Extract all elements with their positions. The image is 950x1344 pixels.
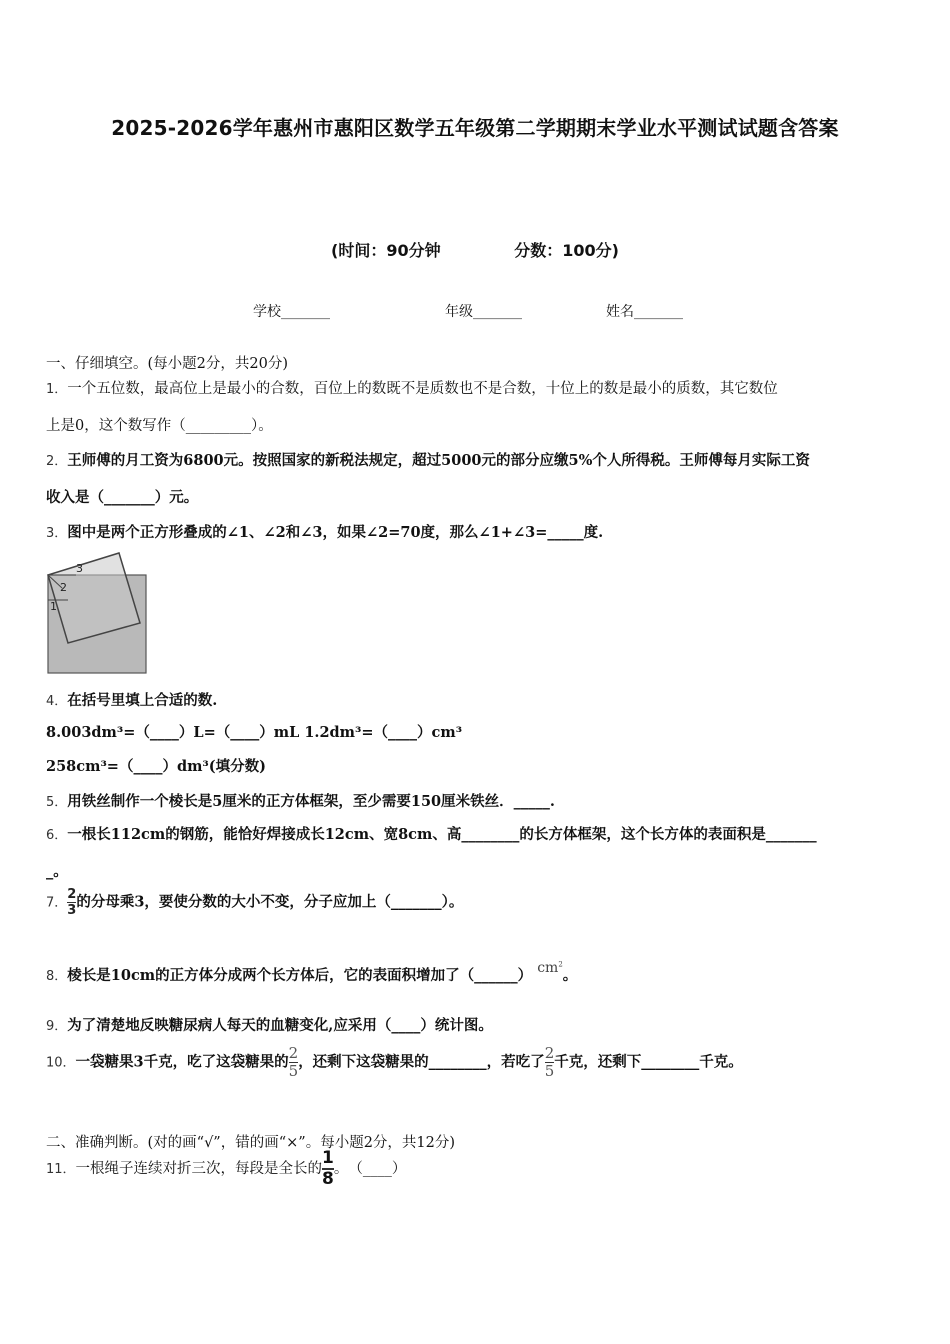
q1-number: 1． [46, 382, 68, 397]
q10-part3: 千克，还剩下________千克。 [554, 1053, 743, 1071]
q4-line1 [46, 689, 217, 710]
section1-heading: 一、仔细填空。(每小题2分，共20分) [46, 356, 288, 372]
q3-number: 3． [46, 526, 68, 541]
q4-line3: 258cm³=（____）dm³(填分数) [46, 758, 266, 775]
q7-number: 7． [46, 895, 68, 911]
q6-number: 6． [46, 828, 68, 843]
q6-text: 一根长112cm的钢筋，能恰好焊接成长12cm、宽8cm、高________的长方体框架，这个长方体的表面积是_______ [67, 826, 817, 843]
q10-part2: ，还剩下这袋糖果的________，若吃了 [298, 1053, 545, 1071]
grade-field: 年级_______ [445, 304, 522, 320]
q11-fraction: $\frac{1}{8}$ [322, 1148, 334, 1189]
q2-number: 2． [46, 454, 68, 469]
angle-label-2: 2 [60, 581, 67, 594]
q5-line [46, 790, 555, 811]
q7-text: 的分母乘3，要使分数的大小不变，分子应加上（_______）。 [76, 893, 464, 911]
school-field: 学校_______ [253, 304, 330, 320]
q5-text: 用铁丝制作一个棱长是5厘米的正方体框架，至少需要150厘米铁丝．_____. [67, 793, 555, 810]
q10-fraction-1: $\frac{2}{5}$ [288, 1044, 299, 1080]
q1-line1 [46, 377, 778, 398]
angle-label-1: 1 [50, 600, 57, 613]
q7-fraction: $\frac{2}{3}$ [67, 887, 77, 918]
exam-title: 2025-2026学年惠州市惠阳区数学五年级第二学期期末学业水平测试试题含答案 [111, 116, 839, 140]
overlapping-squares-figure [46, 550, 150, 676]
q10-fraction-2: $\frac{2}{5}$ [544, 1044, 555, 1080]
q4-line2: 8.003dm³=（____）L=（____）mL 1.2dm³=（____）cm³ [46, 724, 463, 741]
q8-number: 8． [46, 969, 68, 984]
q8-end: 。 [562, 967, 578, 984]
q6-line2: _。 [46, 863, 68, 880]
angle-label-3: 3 [76, 562, 83, 575]
q3-line [46, 521, 603, 542]
q11-end: 。 （____） [333, 1161, 407, 1177]
q2-text: 王师傅的月工资为6800元。按照国家的新税法规定，超过5000元的部分应缴5%个人所得税。王师傅每月实际工资 [67, 452, 810, 469]
q11-text: 一根绳子连续对折三次，每段是全长的 [75, 1161, 323, 1177]
q6-line1 [46, 823, 817, 844]
q2-line1 [46, 449, 810, 470]
q3-text: 图中是两个正方形叠成的∠1、∠2和∠3，如果∠2=70度，那么∠1+∠3=_____度. [67, 524, 604, 541]
q8-text: 棱长是10cm的正方体分成两个长方体后，它的表面积增加了（______） [67, 967, 533, 984]
q10-number: 10． [46, 1055, 76, 1071]
q2-line2: 收入是（_______）元。 [46, 489, 199, 506]
exam-score: 分数：100分) [514, 241, 619, 260]
q4-number: 4． [46, 694, 68, 709]
name-field: 姓名_______ [606, 304, 683, 320]
q10-part1: 一袋糖果3千克，吃了这袋糖果的 [75, 1053, 289, 1071]
q9-number: 9． [46, 1019, 68, 1034]
q8-line [46, 960, 577, 985]
q9-text: 为了清楚地反映糖尿病人每天的血糖变化,应采用（____）统计图。 [67, 1017, 493, 1034]
section2-heading: 二、准确判断。(对的画“√”，错的画“×”。每小题2分，共12分) [46, 1135, 456, 1151]
q4-text: 在括号里填上合适的数. [67, 692, 218, 709]
q1-line2: 上是0，这个数写作（_________）。 [46, 418, 273, 434]
q10-line [46, 1046, 743, 1079]
q8-unit: $cm^2$ [537, 960, 563, 976]
q9-line [46, 1014, 493, 1035]
q7-line [46, 888, 463, 917]
exam-time: (时间：90分钟 [331, 241, 441, 260]
q1-text: 一个五位数，最高位上是最小的合数，百位上的数既不是质数也不是合数，十位上的数是最小的质数，其它数位 [67, 381, 778, 397]
q11-number: 11． [46, 1162, 76, 1177]
exam-info [0, 238, 950, 261]
q11-line [46, 1150, 406, 1188]
q5-number: 5． [46, 795, 68, 810]
